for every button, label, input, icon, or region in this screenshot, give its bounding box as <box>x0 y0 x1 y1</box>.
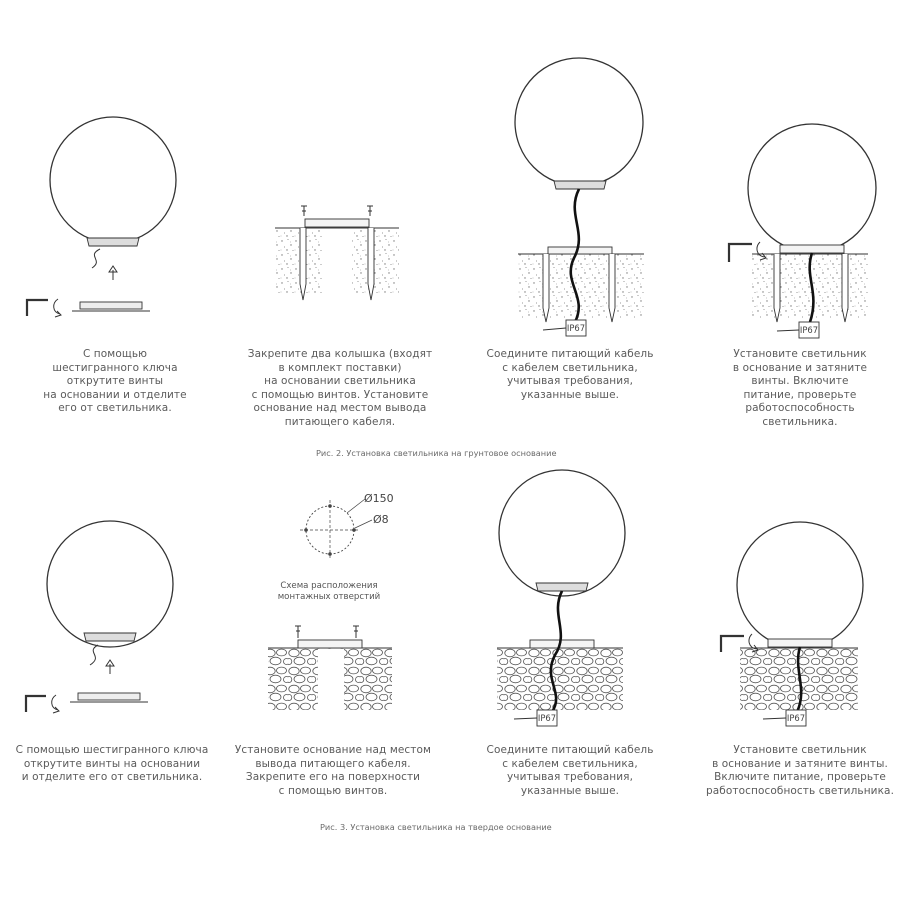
rotate-arrow-icon <box>52 695 59 713</box>
row2-step3-caption: Соедините питающий кабель с кабелем светильника, учитывая требования, указанные выше. <box>486 744 654 797</box>
row2-step3-illustration <box>497 470 625 726</box>
up-arrow-icon <box>106 660 114 674</box>
sphere-lamp <box>50 117 176 243</box>
row2-step4-illustration <box>721 522 863 726</box>
hole-scheme-label: Схема расположения монтажных отверстий <box>277 581 381 602</box>
row2-step1-illustration <box>26 521 173 713</box>
figure2-caption: Рис. 2. Установка светильника на грунтовое основание <box>316 448 557 458</box>
up-arrow-icon <box>109 266 117 280</box>
mount-hole <box>352 528 356 532</box>
row1-step4-caption: Установите светильник в основание и затяните винты. Включите питание, проверьте работоспособность светильника. <box>732 348 868 428</box>
screw-icon <box>353 626 359 638</box>
stone-section <box>497 648 623 710</box>
figure3-caption: Рис. 3. Установка светильника на твердое основание <box>320 822 552 832</box>
lamp-collar <box>87 238 139 246</box>
lamp-collar <box>536 583 588 591</box>
cable-channel <box>318 649 344 710</box>
cable-icon <box>90 645 98 665</box>
row1-step2-caption: Закрепите два колышка (входят в комплект поставки) на основании светильника с помощью винтов. Установите основание над местом вывода питающего кабеля. <box>247 348 433 428</box>
ground-stake <box>543 254 549 322</box>
base-plate <box>530 640 594 648</box>
connector-label: IP67 <box>786 713 806 723</box>
supply-cable <box>777 330 799 331</box>
base-plate <box>780 245 844 253</box>
connector-label: IP67 <box>566 323 586 333</box>
connector-label: IP67 <box>799 325 819 335</box>
supply-cable <box>763 718 786 719</box>
sphere-lamp <box>515 58 643 186</box>
hex-key-icon <box>27 300 48 316</box>
lamp-collar <box>554 181 606 189</box>
ground-stake <box>609 254 615 322</box>
screw-icon <box>295 626 301 638</box>
soil-section <box>518 254 644 318</box>
row1-step1-caption: С помощью шестигранного ключа открутите винты на основании и отделите его от светильника. <box>43 348 187 414</box>
row2-step2-illustration <box>268 499 392 710</box>
screw-icon <box>367 206 373 216</box>
rotate-arrow-icon <box>54 299 61 317</box>
hex-key-icon <box>26 696 46 712</box>
hole-diameter-label: Ø8 <box>373 513 389 526</box>
row1-step4-illustration <box>729 124 876 338</box>
row1-step1-illustration <box>27 117 176 317</box>
connector-label: IP67 <box>537 713 557 723</box>
row2-step4-caption: Установите светильник в основание и затяните винты. Включите питание, проверьте работоспособность светильника. <box>705 744 895 797</box>
outer-diameter-label: Ø150 <box>364 492 394 505</box>
row2-step1-caption: С помощью шестигранного ключа открутите винты на основании и отделите его от светильника. <box>15 744 209 783</box>
supply-cable <box>543 328 566 330</box>
ground-stake <box>300 228 306 300</box>
base-plate <box>768 639 832 647</box>
row2-step2-caption: Установите основание над местом вывода питающего кабеля. Закрепите его на поверхности с помощью винтов. <box>234 744 432 797</box>
sphere-lamp <box>737 522 863 648</box>
base-plate <box>80 302 142 309</box>
base-plate <box>305 219 369 227</box>
sphere-lamp <box>499 470 625 596</box>
mount-hole <box>304 528 308 532</box>
cable-icon <box>92 249 100 268</box>
base-plate <box>548 247 612 254</box>
mount-hole <box>328 504 332 508</box>
hex-key-icon <box>729 244 752 262</box>
base-plate <box>298 640 362 648</box>
base-plate <box>78 693 140 700</box>
sphere-lamp <box>748 124 876 252</box>
ground-stake <box>368 228 374 300</box>
leader-line <box>355 520 372 528</box>
screw-icon <box>301 206 307 216</box>
ground-stake <box>842 254 848 322</box>
lamp-collar <box>84 633 136 641</box>
cable-channel <box>322 229 352 293</box>
sphere-lamp <box>47 521 173 647</box>
ground-stake <box>774 254 780 322</box>
row1-step2-illustration <box>275 206 399 300</box>
row1-step3-illustration <box>515 58 644 336</box>
row1-step3-caption: Соедините питающий кабель с кабелем светильника, учитывая требования, указанные выше. <box>486 348 654 401</box>
supply-cable <box>514 718 537 719</box>
leader-line <box>347 499 365 513</box>
mount-hole <box>328 552 332 556</box>
